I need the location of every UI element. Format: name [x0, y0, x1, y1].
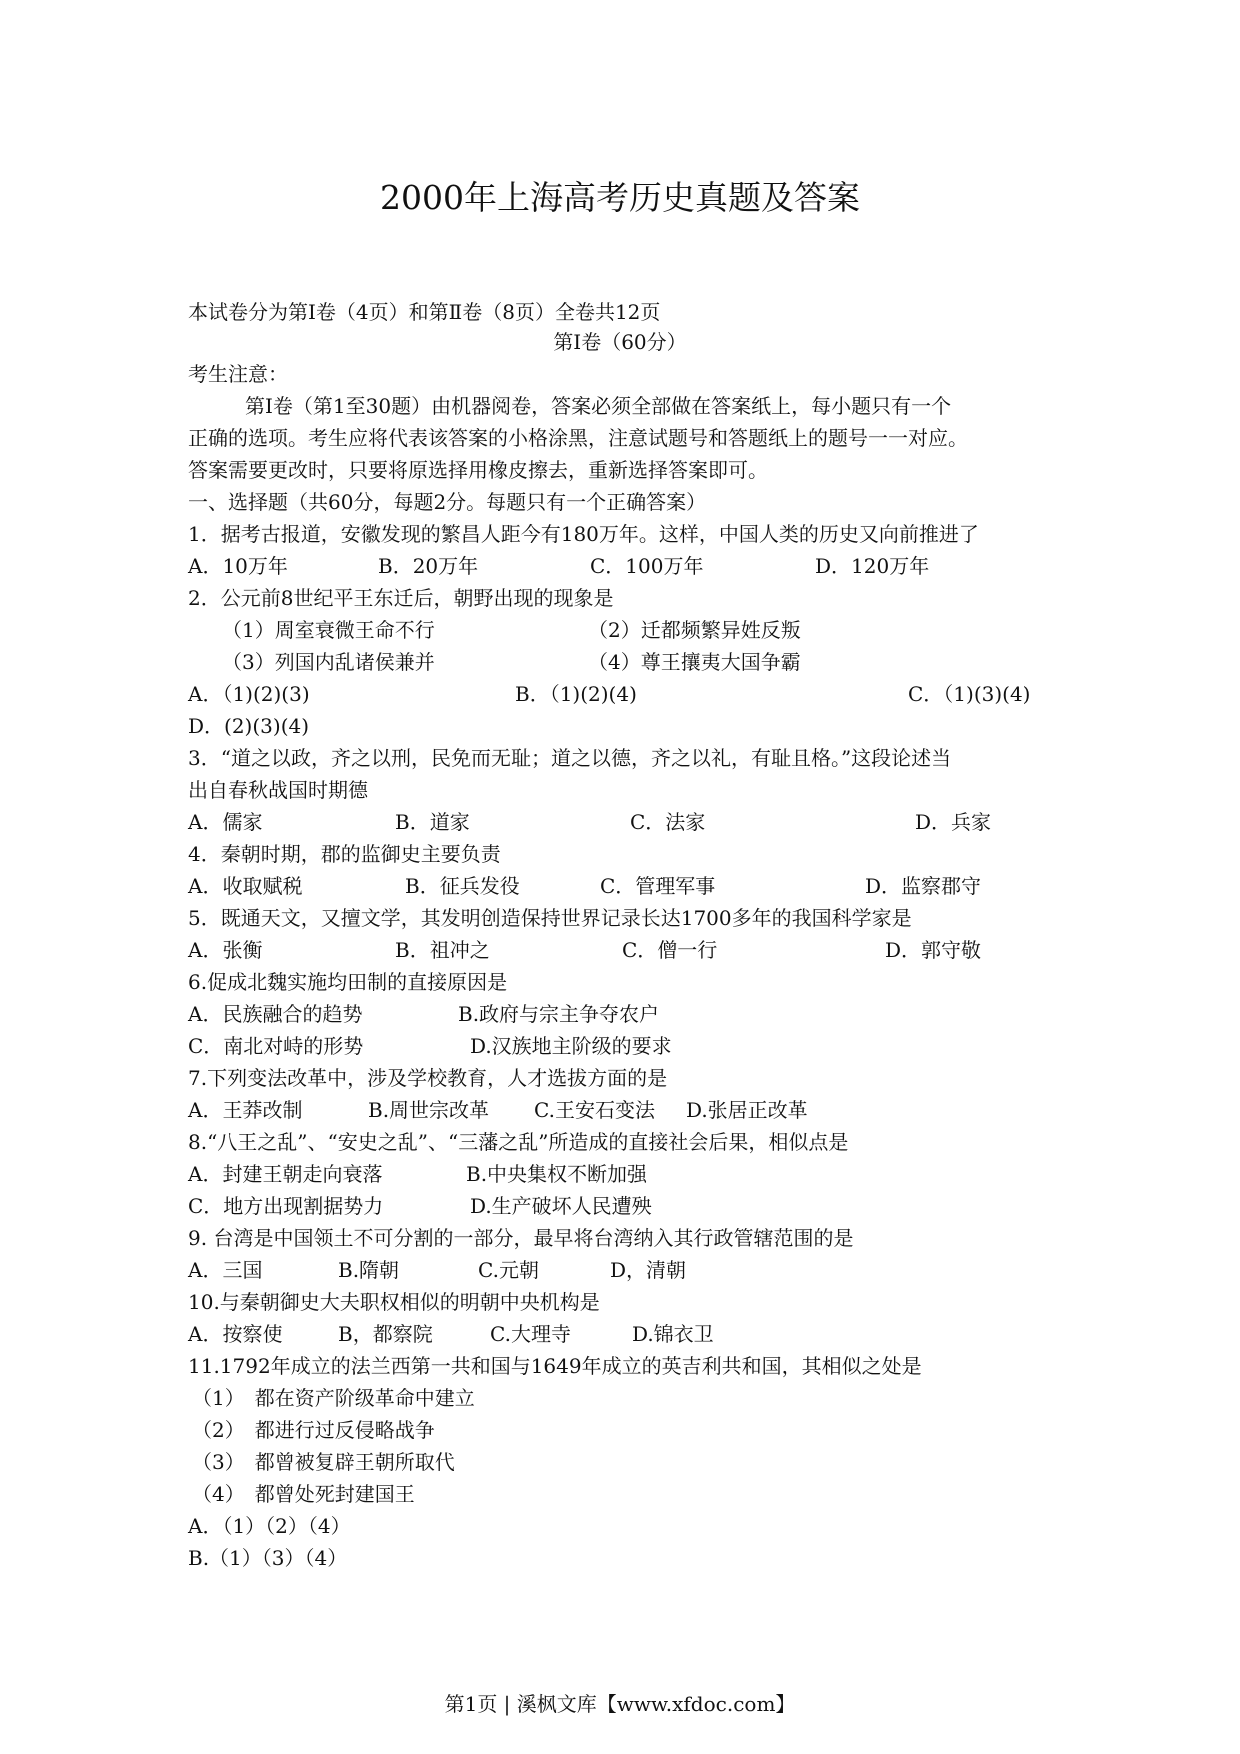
option: C．100万年 [590, 554, 704, 578]
notice-label: 考生注意： [188, 362, 288, 386]
question-stem: 11.1792年成立的法兰西第一共和国与1649年成立的英吉利共和国，其相似之处是 [188, 1354, 922, 1378]
option: A．封建王朝走向衰落 [188, 1162, 383, 1186]
option: C．法家 [630, 810, 706, 834]
notice-line: 第Ⅰ卷（第1至30题）由机器阅卷，答案必须全部做在答案纸上，每小题只有一个 [245, 394, 952, 418]
question-stem: 5．既通天文，又擅文学，其发明创造保持世界记录长达1700多年的我国科学家是 [188, 906, 912, 930]
option: C．管理军事 [600, 874, 716, 898]
option: C.王安石变法 [534, 1098, 655, 1122]
option: D．兵家 [915, 810, 992, 834]
question-stem: 6.促成北魏实施均田制的直接原因是 [188, 970, 508, 994]
question-stem: 9. 台湾是中国领土不可分割的一部分，最早将台湾纳入其行政管辖范围的是 [188, 1226, 854, 1250]
question-item: （1）周室衰微王命不行 [222, 618, 435, 642]
option: C．地方出现割据势力 [188, 1194, 384, 1218]
question-item: （2）迁都频繁异姓反叛 [588, 618, 801, 642]
option: D.张居正改革 [686, 1098, 808, 1122]
notice-line: 正确的选项。考生应将代表该答案的小格涂黑，注意试题号和答题纸上的题号一一对应。 [188, 426, 968, 450]
option: C．南北对峙的形势 [188, 1034, 364, 1058]
question-stem: 1．据考古报道，安徽发现的繁昌人距今有180万年。这样，中国人类的历史又向前推进了 [188, 522, 979, 546]
notice-line: 答案需要更改时，只要将原选择用橡皮擦去，重新选择答案即可。 [188, 458, 768, 482]
option: A．王莽改制 [188, 1098, 303, 1122]
question-stem: 3．“道之以政，齐之以刑，民免而无耻；道之以德，齐之以礼，有耻且格。”这段论述当 [188, 746, 952, 770]
option: B.隋朝 [338, 1258, 400, 1282]
option: D．(2)(3)(4) [188, 714, 310, 738]
option: B．征兵发役 [405, 874, 520, 898]
document-title: 2000年上海高考历史真题及答案 [380, 178, 860, 217]
option: C.元朝 [478, 1258, 539, 1282]
option: C．（1)(3)(4) [908, 682, 1031, 706]
option: C.大理寺 [490, 1322, 571, 1346]
option: B．祖冲之 [395, 938, 490, 962]
option: B.中央集权不断加强 [466, 1162, 648, 1186]
question-item: （4） 都曾处死封建国王 [192, 1482, 415, 1506]
question-item: （3）列国内乱诸侯兼并 [222, 650, 435, 674]
option: B.周世宗改革 [368, 1098, 490, 1122]
option: D.汉族地主阶级的要求 [470, 1034, 672, 1058]
option: D．郭守敬 [885, 938, 982, 962]
question-stem: 2．公元前8世纪平王东迁后，朝野出现的现象是 [188, 586, 614, 610]
option: B．道家 [395, 810, 470, 834]
option: B.（1）（3）（4） [188, 1546, 348, 1570]
option: B．（1)(2)(4) [515, 682, 637, 706]
option: A．收取赋税 [188, 874, 303, 898]
option: A．（1）（2）（4） [188, 1514, 351, 1538]
option: A．民族融合的趋势 [188, 1002, 363, 1026]
option: A．按察使 [188, 1322, 283, 1346]
option: C．僧一行 [622, 938, 718, 962]
part-heading: 一、选择题（共60分，每题2分。每题只有一个正确答案） [188, 490, 707, 514]
option: D.生产破坏人民遭殃 [470, 1194, 652, 1218]
option: D，清朝 [610, 1258, 687, 1282]
section-heading: 第Ⅰ卷（60分） [553, 330, 687, 354]
question-item: （2） 都进行过反侵略战争 [192, 1418, 435, 1442]
intro-line: 本试卷分为第Ⅰ卷（4页）和第Ⅱ卷（8页）全卷共12页 [188, 300, 661, 324]
option: D.锦衣卫 [632, 1322, 714, 1346]
option: A．儒家 [188, 810, 263, 834]
option: D．监察郡守 [865, 874, 982, 898]
option: D．120万年 [815, 554, 930, 578]
page-footer: 第1页 | 溪枫文库【www.xfdoc.com】 [444, 1692, 796, 1716]
option: A．三国 [188, 1258, 263, 1282]
option: B．20万年 [378, 554, 479, 578]
option: B，都察院 [338, 1322, 433, 1346]
option: B.政府与宗主争夺农户 [458, 1002, 660, 1026]
question-item: （4）尊王攘夷大国争霸 [588, 650, 801, 674]
question-stem: 8.“八王之乱”、“安史之乱”、“三藩之乱”所造成的直接社会后果，相似点是 [188, 1130, 849, 1154]
question-stem: 4．秦朝时期，郡的监御史主要负责 [188, 842, 501, 866]
question-stem: 7.下列变法改革中，涉及学校教育，人才选拔方面的是 [188, 1066, 668, 1090]
option: A．10万年 [188, 554, 288, 578]
question-item: （3） 都曾被复辟王朝所取代 [192, 1450, 455, 1474]
question-stem: 10.与秦朝御史大夫职权相似的明朝中央机构是 [188, 1290, 600, 1314]
option: A．张衡 [188, 938, 263, 962]
question-item: （1） 都在资产阶级革命中建立 [192, 1386, 475, 1410]
option: A．（1)(2)(3) [188, 682, 310, 706]
question-stem-continued: 出自春秋战国时期德 [188, 778, 368, 802]
